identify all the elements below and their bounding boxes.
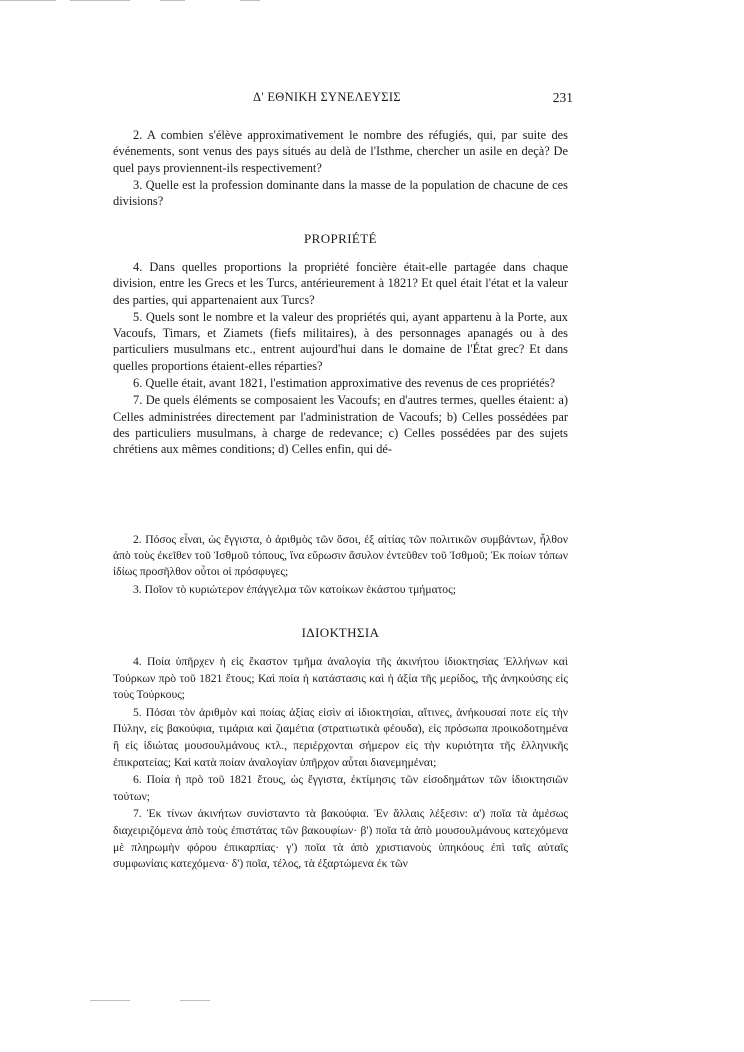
greek-section-heading [113,625,568,641]
page-header [113,90,573,110]
greek-question-5: 5. Πόσαι τὸν ἀριθμὸν καὶ ποίας ἀξίας εἰσὶν αἱ ἰδιοκτησίαι, αἵτινες, ἀνήκουσαί ποτε εἰς τὴν Πύλην, εἰς βακούφια, τιμάρια καὶ ζιαμέτια (στρατιωτικὰ φέουδα), εἰς πρόσωπα προικοδοτημένα ἢ εἰς ἰδιώτας μουσουλμάνους κτλ., περιέρχονται σήμερον εἰς τὴν κυριότητα τῆς ἑλληνικῆς ἐπικρατείας; Καὶ κατὰ ποίαν ἀναλογίαν ὑπῆρχον αὗται διανεμημέναι; [113,705,568,769]
french-question-7: 7. De quels éléments se composaient les Vacoufs; en d'autres termes, quelles étaient: a) Celles administrées directement par l'administration de Vacoufs; b) Celles possédées par des particuliers musulmans, à charge de redevance; c) Celles possédées par des sujets chrétiens aux mêmes conditions; d) Celles enfin, qui dé- [113,393,568,457]
french-section-heading [113,231,568,247]
french-heading-propriete: PROPRIÉTÉ [304,231,377,246]
greek-questions-property [113,654,568,873]
greek-question-3: 3. Ποῖον τὸ κυριώτερον ἐπάγγελμα τῶν κατοίκων ἑκάστου τμήματος; [133,582,456,596]
page-number: 231 [552,90,573,105]
french-question-2: 2. A combien s'élève approximativement le nombre des réfugiés, qui, par suite des événements, sont venus des pays situés au delà de l'Isthme, chercher un asile en deçà? De quel pays proviennent-ils respectivement? [113,128,568,175]
greek-heading-idioktisia: ΙΔΙΟΚΤΗΣΙΑ [301,625,380,640]
greek-question-7: 7. Ἐκ τίνων ἀκινήτων συνίσταντο τὰ βακούφια. Ἐν ἄλλαις λέξεσιν: α') ποῖα τὰ ἀμέσως διαχειριζόμενα ἀπὸ τοὺς ἐπιστάτας τῶν βακουφίων· β') ποῖα τὰ ἀπὸ μουσουλμάνους κατεχόμενα μὲ πληρωμὴν φόρου ἐπικαρπίας· γ') ποῖα τὰ ἀπὸ χριστιανοὺς ὑπηκόους ἐπὶ ταῖς αὐταῖς συμφωνίαις κατεχόμενα· δ') ποῖα, τέλος, τὰ ἐξαρτώμενα ἐκ τῶν [113,807,568,871]
french-question-4: 4. Dans quelles proportions la propriété foncière était-elle partagée dans chaque division, entre les Grecs et les Turcs, antérieurement à 1821? Et quel était l'état et la valeur des parties, qui appartenaient aux Turcs? [113,260,568,307]
running-title: Δ' ΕΘΝΙΚΗ ΣΥΝΕΛΕΥΣΙΣ [253,90,401,104]
greek-question-4: 4. Ποία ὑπῆρχεν ἡ εἰς ἕκαστον τμῆμα ἀναλογία τῆς ἀκινήτου ἰδιοκτησίας Ἑλλήνων καὶ Τούρκων πρὸ τοῦ 1821 ἔτους; Καὶ ποία ἡ κατάστασις καὶ ἡ ἀξία τῆς μερίδος, τῆς ἀνηκούσης εἰς τοὺς Τούρκους; [113,655,568,702]
french-questions-population [113,127,568,209]
greek-question-6: 6. Ποία ἡ πρὸ τοῦ 1821 ἔτους, ὡς ἔγγιστα, ἐκτίμησις τῶν εἰσοδημάτων τῶν ἰδιοκτησιῶν τούτων; [113,773,568,803]
greek-question-2: 2. Πόσος εἶναι, ὡς ἔγγιστα, ὁ ἀριθμὸς τῶν ὅσοι, ἐξ αἰτίας τῶν πολιτικῶν συμβάντων, ἦλθον ἀπὸ τοὺς ἐκεῖθεν τοῦ Ἰσθμοῦ τόπους, ἵνα εὕρωσιν ἄσυλον ἐντεῦθεν τοῦ Ἰσθμοῦ; Ἐκ ποίων τόπων ἰδίως προσῆλθον οὗτοι οἱ πρόσφυγες; [113,533,568,579]
french-questions-property [113,259,568,458]
french-question-5: 5. Quels sont le nombre et la valeur des propriétés qui, ayant appartenu à la Porte, aux Vacoufs, Timars, et Ziamets (fiefs militaires), à des personnages apanagés ou à des particuliers musulmans etc., entrent aujourd'hui dans le domaine de l'État grec? Et dans quelles proportions étaient-elles réparties? [113,309,568,373]
french-question-3: 3. Quelle est la profession dominante dans la masse de la population de chacune de ces divisions? [113,177,568,209]
french-question-6: 6. Quelle était, avant 1821, l'estimation approximative des revenus de ces propriétés? [133,376,556,391]
greek-questions-population [113,532,568,598]
